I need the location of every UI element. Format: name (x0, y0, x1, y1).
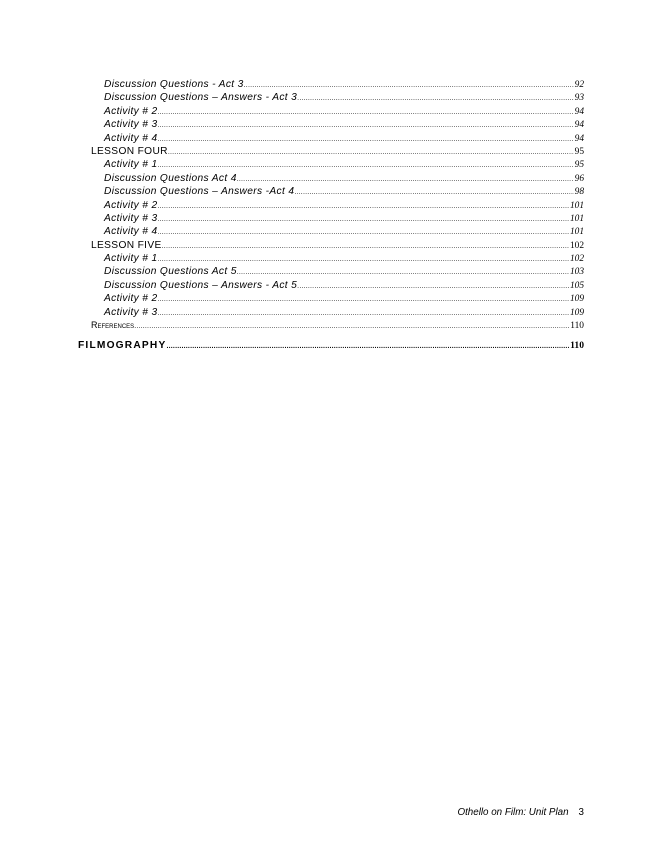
toc-entry-page: 94 (574, 133, 584, 144)
dot-leader (134, 320, 569, 333)
toc-entry-label: Discussion Questions - Act 3 (104, 79, 244, 90)
toc-entry-label: Activity # 2 (104, 105, 158, 117)
toc-entry-label: FILMOGRAPHY (78, 340, 167, 352)
toc-entry-label: LESSON FOUR (91, 145, 168, 157)
toc-entry-page: 101 (569, 227, 584, 238)
dot-leader (157, 133, 573, 146)
toc-entry-page: 94 (574, 120, 584, 131)
page-number: 3 (578, 807, 584, 818)
toc-entry-label: Activity # 4 (104, 132, 158, 144)
dot-leader (244, 79, 574, 92)
toc-entry-label: References (91, 320, 135, 331)
dot-leader (297, 92, 573, 105)
toc-entry[interactable] (78, 78, 584, 91)
dot-leader (168, 146, 574, 159)
toc-entry[interactable] (78, 132, 584, 145)
toc-entry[interactable] (78, 105, 584, 118)
toc-entry-label: LESSON FIVE (91, 239, 162, 251)
toc-entry[interactable] (78, 118, 584, 131)
toc-lesson-entry[interactable] (78, 145, 584, 158)
toc-entry[interactable] (78, 185, 584, 198)
toc-entry-label: Discussion Questions – Answers -Act 4 (104, 186, 295, 198)
toc-entry[interactable] (78, 225, 584, 238)
toc-entry-label: Discussion Questions Act 4 (104, 172, 237, 184)
toc-entry-page: 102 (569, 254, 584, 265)
toc-entry-page: 101 (569, 213, 584, 224)
toc-entry-page: 95 (574, 146, 584, 157)
toc-lesson-entry[interactable] (78, 239, 584, 252)
dot-leader (237, 266, 569, 279)
toc-entry-page: 105 (569, 280, 584, 291)
toc-entry-page: 110 (570, 321, 584, 332)
toc-entry[interactable] (78, 172, 584, 185)
toc-entry-label: Discussion Questions – Answers - Act 3 (104, 92, 298, 104)
toc-entry-page: 103 (569, 267, 584, 278)
dot-leader (237, 173, 574, 186)
toc-entry[interactable] (78, 292, 584, 305)
toc-entry[interactable] (78, 212, 584, 225)
toc-entry[interactable] (78, 91, 584, 104)
toc-entry-page: 96 (574, 173, 584, 184)
dot-leader (166, 340, 569, 353)
toc-entry-label: Activity # 2 (104, 199, 158, 211)
toc-entry-label: Discussion Questions Act 5 (104, 266, 237, 278)
toc-entry-page: 101 (569, 200, 584, 211)
toc-entry[interactable] (78, 279, 584, 292)
dot-leader (157, 159, 573, 172)
toc-entry-page: 110 (570, 340, 584, 352)
toc-entry-page: 109 (569, 294, 584, 305)
toc-references-entry[interactable] (78, 319, 584, 332)
table-of-contents (78, 78, 584, 353)
toc-entry-label: Activity # 3 (104, 306, 158, 318)
toc-entry-page: 93 (574, 93, 584, 104)
toc-entry-label: Activity # 3 (104, 212, 158, 224)
toc-entry-page: 109 (569, 307, 584, 318)
toc-entry[interactable] (78, 158, 584, 171)
dot-leader (157, 293, 568, 306)
toc-entry[interactable] (78, 306, 584, 319)
toc-entry-page: 98 (574, 187, 584, 198)
toc-entry-page: 95 (574, 160, 584, 171)
toc-entry-page: 92 (574, 80, 584, 90)
toc-entry-label: Activity # 1 (104, 253, 158, 265)
toc-entry-label: Activity # 2 (104, 293, 158, 305)
dot-leader (297, 280, 569, 293)
dot-leader (294, 186, 573, 199)
toc-entry-label: Activity # 4 (104, 226, 158, 238)
dot-leader (162, 240, 569, 253)
toc-entry-label: Activity # 1 (104, 159, 158, 171)
page-footer (300, 807, 584, 818)
toc-entry-page: 94 (574, 106, 584, 117)
toc-entry[interactable] (78, 265, 584, 278)
dot-leader (157, 226, 568, 239)
toc-chapter-entry[interactable] (78, 339, 584, 352)
dot-leader (157, 253, 568, 266)
dot-leader (157, 106, 573, 119)
dot-leader (157, 213, 568, 226)
toc-entry[interactable] (78, 252, 584, 265)
footer-title: Othello on Film: Unit Plan (457, 807, 569, 818)
toc-entry[interactable] (78, 199, 584, 212)
toc-entry-label: Activity # 3 (104, 119, 158, 131)
toc-entry-label: Discussion Questions – Answers - Act 5 (104, 279, 298, 291)
toc-entry-page: 102 (569, 240, 584, 251)
dot-leader (157, 200, 568, 213)
dot-leader (157, 119, 573, 132)
dot-leader (157, 307, 568, 320)
